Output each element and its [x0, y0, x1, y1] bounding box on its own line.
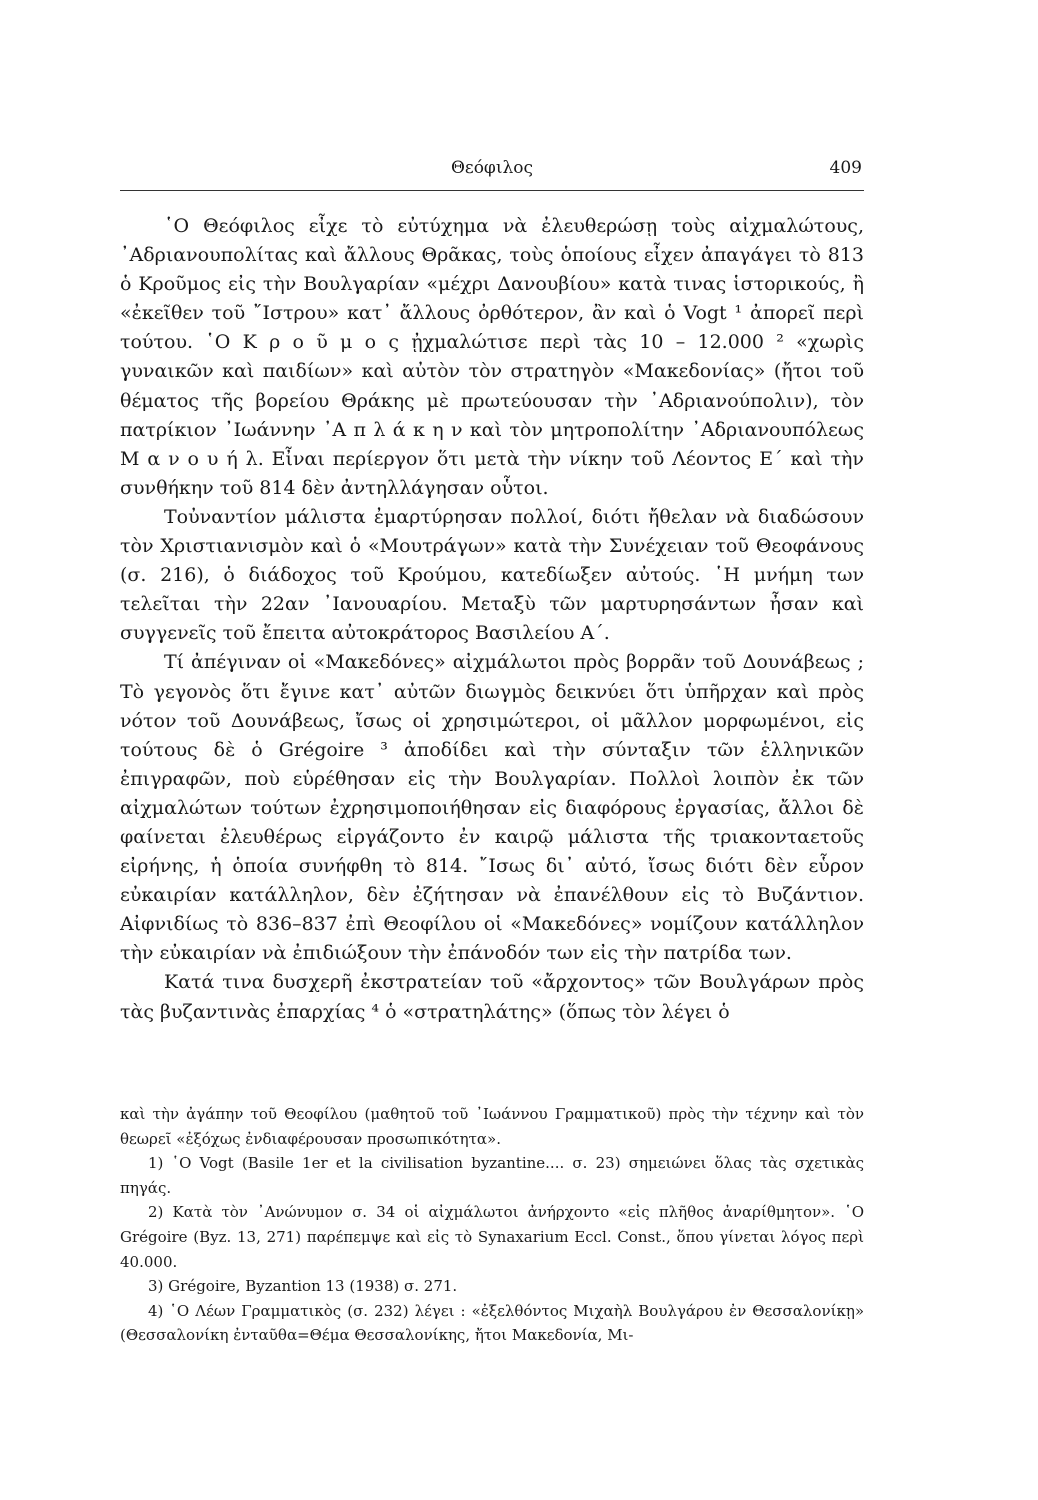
footnote: 1) ῾Ο Vogt (Basile 1er et la civilisation byzantine.... σ. 23) σημειώνει ὅλας τὰς σχετικὰς πηγάς.	[120, 1154, 864, 1197]
footnote: 4) ῾Ο Λέων Γραμματικὸς (σ. 232) λέγει : «ἐξελθόντος Μιχαὴλ Βουλγάρου ἐν Θεσσαλονίκῃ» (Θεσσαλονίκη ἐνταῦθα=Θέμα Θεσσαλονίκης, ἤτοι Μακεδονία, Μι-	[120, 1301, 864, 1345]
paragraph: ῾Ο Θεόφιλος εἶχε τὸ εὐτύχημα νὰ ἐλευθερώσῃ τοὺς αἰχμαλώτους, ᾿Αδριανουπολίτας καὶ ἄλλους Θρᾶκας, τοὺς ὁποίους εἶχεν ἀπαγάγει τὸ 813 ὁ Κροῦμος εἰς τὴν Βουλγαρίαν «μέχρι Δανουβίου» κατὰ τινας ἱστορικούς, ἢ «ἐκεῖθεν τοῦ ῎Ιστρου» κατ᾿ ἄλλους ὀρθότερον, ἂν καὶ ὁ Vogt ¹ ἀπορεῖ περὶ τούτου. ῾Ο Κ ρ ο ῦ μ ο ς ᾐχμαλώτισε περὶ τὰς 10 – 12.000 ² «χωρὶς γυναικῶν καὶ παιδίων» καὶ αὐτὸν τὸν στρατηγὸν «Μακεδονίας» (ἤτοι τοῦ θέματος τῆς βορείου Θράκης μὲ πρωτεύουσαν τὴν ᾿Αδριανούπολιν), τὸν πατρίκιον ᾿Ιωάννην ᾿Α π λ ά κ η ν καὶ τὸν μητροπολίτην ᾿Αδριανουπόλεως Μ α ν ο υ ή λ. Εἶναι περίεργον ὅτι μετὰ τὴν νίκην τοῦ Λέοντος Ε΄ καὶ τὴν συνθήκην τοῦ 814 δὲν ἀντηλλάγησαν οὗτοι.	[120, 215, 864, 499]
footnote: 3) Grégoire, Byzantion 13 (1938) σ. 271.	[148, 1277, 458, 1296]
paragraph: Τοὐναντίον μάλιστα ἐμαρτύρησαν πολλοί, διότι ἤθελαν νὰ διαδώσουν τὸν Χριστιανισμὸν καὶ ὁ «Μουτράγων» κατὰ τὴν Συνέχειαν τοῦ Θεοφάνους (σ. 216), ὁ διάδοχος τοῦ Κρούμου, κατεδίωξεν αὐτούς. ῾Η μνήμη των τελεῖται τὴν 22αν ᾿Ιανουαρίου. Μεταξὺ τῶν μαρτυρησάντων ἦσαν καὶ συγγενεῖς τοῦ ἔπειτα αὐτοκράτορος Βασιλείου Α΄.	[120, 505, 864, 645]
main-text	[120, 212, 864, 1027]
footnote: 2) Κατὰ τὸν ᾿Ανώνυμον σ. 34 οἱ αἰχμάλωτοι ἀνήρχοντο «εἰς πλῆθος ἀναρίθμητον». ῾Ο Grégoire (Byz. 13, 271) παρέπεμψε καὶ εἰς τὸ Synaxarium Eccl. Const., ὅπου γίνεται λόγος περὶ 40.000.	[120, 1203, 864, 1271]
page-number: 409	[829, 158, 862, 178]
running-header	[120, 158, 864, 182]
header-rule	[120, 190, 864, 191]
footnotes	[120, 1102, 864, 1348]
running-title: Θεόφιλος	[450, 158, 534, 178]
footnote-continuation: καὶ τὴν ἀγάπην τοῦ Θεοφίλου (μαθητοῦ τοῦ ᾿Ιωάννου Γραμματικοῦ) πρὸς τὴν τέχνην καὶ τὸν θεωρεῖ «ἐξόχως ἐνδιαφέρουσαν προσωπικότητα».	[120, 1105, 864, 1148]
paragraph: Τί ἀπέγιναν οἱ «Μακεδόνες» αἰχμάλωτοι πρὸς βορρᾶν τοῦ Δουνάβεως ; Τὸ γεγονὸς ὅτι ἔγινε κατ᾿ αὐτῶν διωγμὸς δεικνύει ὅτι ὑπῆρχαν καὶ πρὸς νότον τοῦ Δουνάβεως, ἴσως οἱ χρησιμώτεροι, οἱ μᾶλλον μορφωμένοι, εἰς τούτους δὲ ὁ Grégoire ³ ἀποδίδει καὶ τὴν σύνταξιν τῶν ἑλληνικῶν ἐπιγραφῶν, ποὺ εὑρέθησαν εἰς τὴν Βουλγαρίαν. Πολλοὶ λοιπὸν ἐκ τῶν αἰχμαλώτων τούτων ἐχρησιμοποιήθησαν εἰς διαφόρους ἐργασίας, ἄλλοι δὲ φαίνεται ἐλευθέρως εἰργάζοντο ἐν καιρῷ μάλιστα τῆς τριακονταετοῦς εἰρήνης, ἡ ὁποία συνήφθη τὸ 814. ῎Ισως δι᾿ αὐτό, ἴσως διότι δὲν εὗρον εὐκαιρίαν κατάλληλον, δὲν ἐζήτησαν νὰ ἐπανέλθουν εἰς τὸ Βυζάντιον. Αἰφνιδίως τὸ 836–837 ἐπὶ Θεοφίλου οἱ «Μακεδόνες» νομίζουν κατάλληλον τὴν εὐκαιρίαν νὰ ἐπιδιώξουν τὴν ἐπάνοδόν των εἰς τὴν πατρίδα των.	[120, 651, 864, 965]
paragraph: Κατά τινα δυσχερῆ ἐκστρατείαν τοῦ «ἄρχοντος» τῶν Βουλγάρων πρὸς τὰς βυζαντινὰς ἐπαρχίας ⁴ ὁ «στρατηλάτης» (ὅπως τὸν λέγει ὁ	[120, 971, 864, 1023]
